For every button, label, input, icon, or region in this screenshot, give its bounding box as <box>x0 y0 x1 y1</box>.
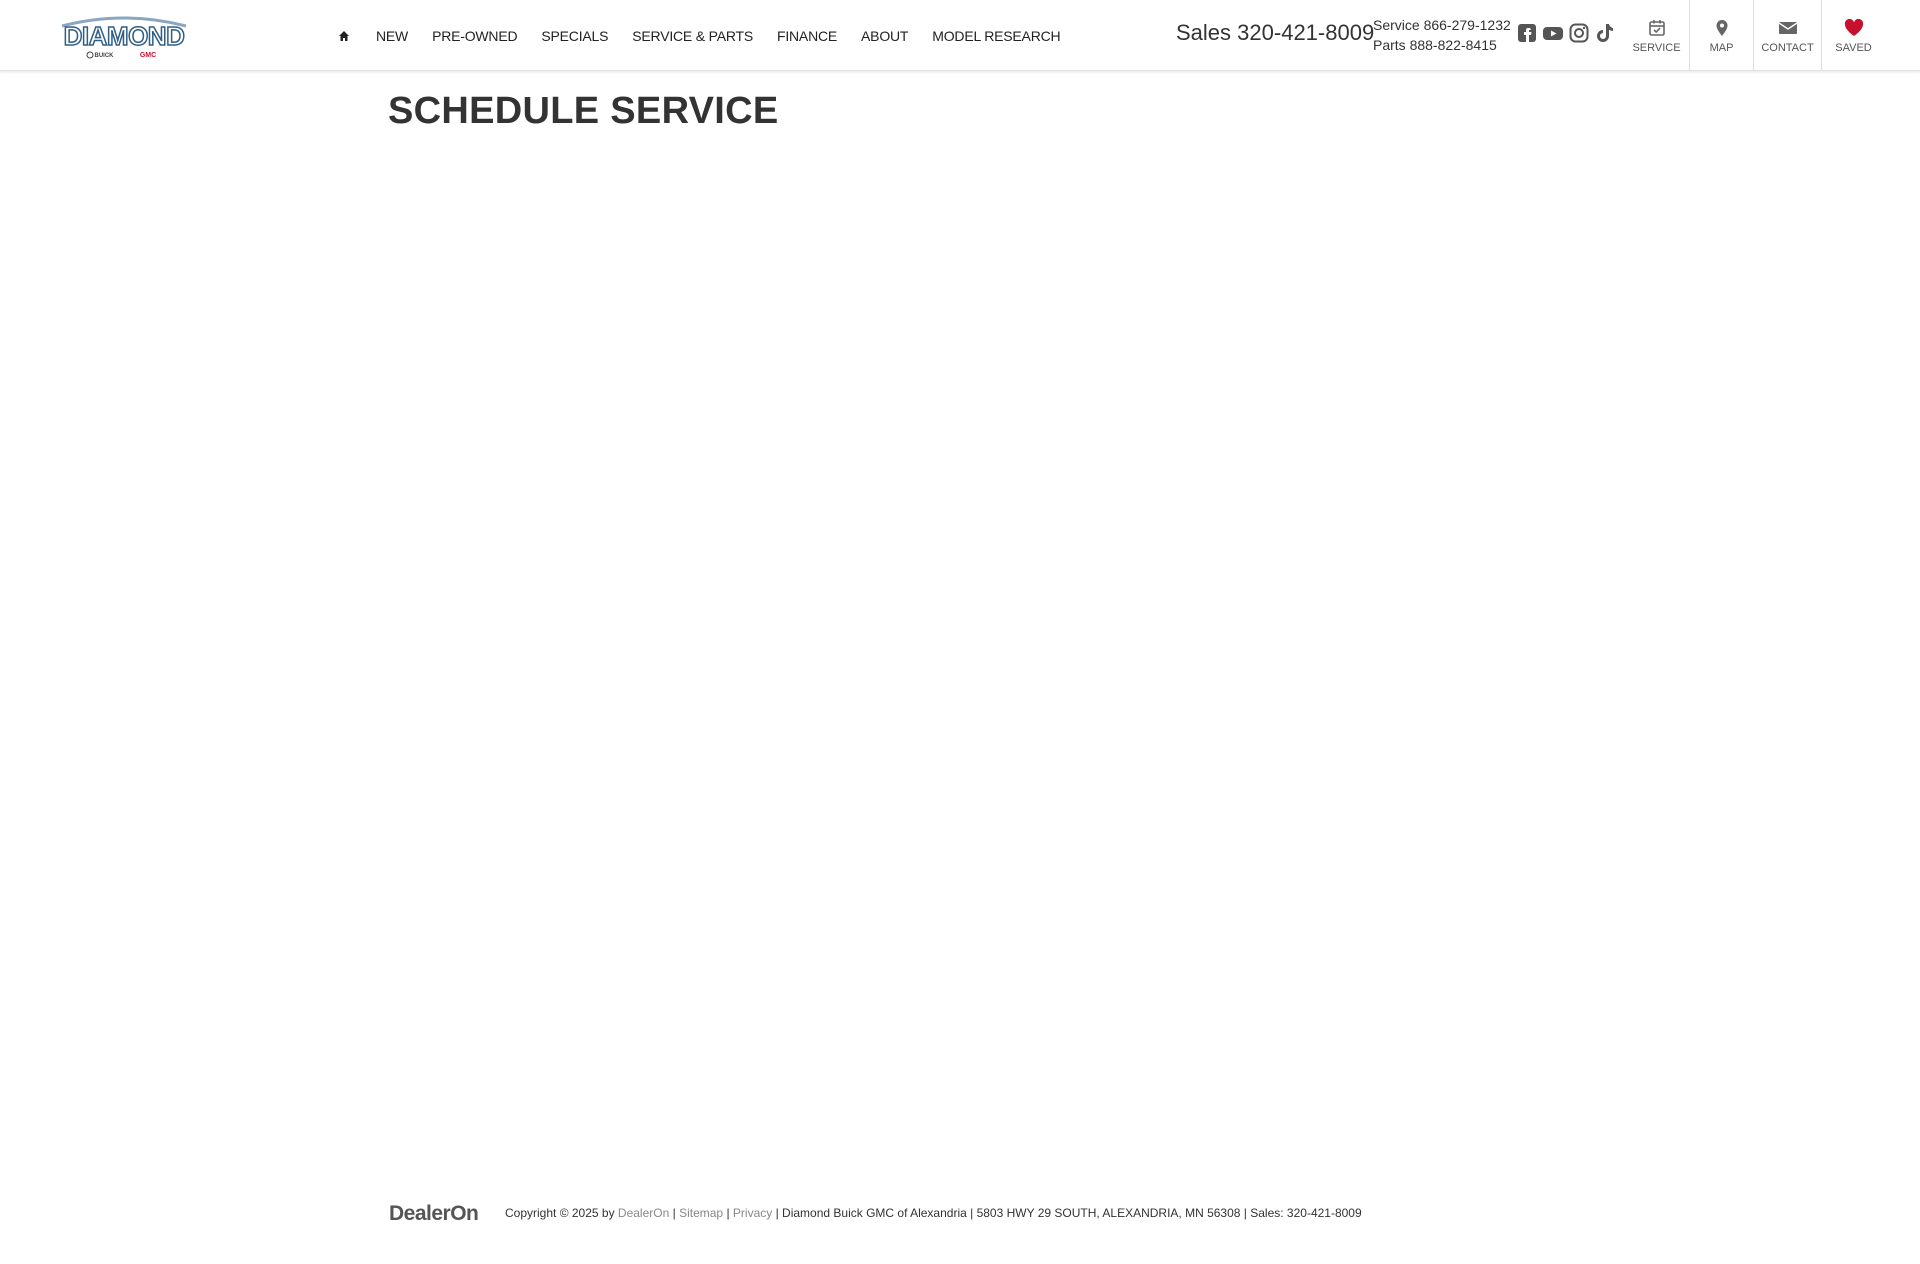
nav-about[interactable]: ABOUT <box>861 27 909 44</box>
utility-nav <box>1624 0 1885 71</box>
dealer-logo[interactable] <box>58 12 190 60</box>
map-utility-label: MAP <box>1709 41 1734 54</box>
nav-service-parts[interactable]: SERVICE & PARTS <box>632 27 753 44</box>
parts-number[interactable]: 888-822-8415 <box>1409 37 1497 53</box>
contact-utility-button[interactable] <box>1753 0 1821 71</box>
main-nav <box>338 0 1084 71</box>
service-utility-button[interactable] <box>1624 0 1689 71</box>
site-header <box>0 0 1920 71</box>
service-parts-phones <box>1373 15 1511 55</box>
map-pin-icon <box>1712 18 1732 38</box>
nav-finance[interactable]: FINANCE <box>776 27 838 44</box>
calendar-check-icon <box>1647 18 1667 38</box>
svg-text:DealerOn: DealerOn <box>389 1202 479 1225</box>
contact-utility-label: CONTACT <box>1761 41 1814 54</box>
parts-label: Parts <box>1373 37 1406 53</box>
social-links <box>1516 22 1616 44</box>
saved-utility-label: SAVED <box>1835 41 1872 54</box>
service-utility-label: SERVICE <box>1632 41 1681 54</box>
map-utility-button[interactable] <box>1689 0 1753 71</box>
envelope-icon <box>1778 18 1798 38</box>
service-number[interactable]: 866-279-1232 <box>1423 17 1511 33</box>
saved-utility-button[interactable] <box>1821 0 1885 71</box>
instagram-icon[interactable] <box>1568 22 1590 44</box>
dealeron-link[interactable]: DealerOn <box>617 1206 670 1220</box>
sales-phone[interactable] <box>1176 20 1374 46</box>
youtube-icon[interactable] <box>1542 22 1564 44</box>
parts-phone[interactable] <box>1373 35 1511 55</box>
sales-label: Sales <box>1176 20 1232 45</box>
footer-text <box>505 1206 1362 1220</box>
nav-specials[interactable]: SPECIALS <box>541 27 609 44</box>
site-footer <box>389 1200 1362 1226</box>
heart-icon <box>1844 18 1864 38</box>
svg-text:DIAMOND: DIAMOND <box>63 21 185 51</box>
nav-new[interactable]: NEW <box>376 27 409 44</box>
sales-number[interactable]: 320-421-8009 <box>1237 20 1375 45</box>
home-icon[interactable] <box>338 29 352 43</box>
svg-text:GMC: GMC <box>139 52 157 59</box>
footer-separator: | <box>723 1206 733 1220</box>
footer-separator: | <box>669 1206 680 1220</box>
nav-pre-owned[interactable]: PRE-OWNED <box>432 27 518 44</box>
dealeron-logo[interactable] <box>389 1201 491 1225</box>
privacy-link[interactable]: Privacy <box>732 1206 773 1220</box>
tiktok-icon[interactable] <box>1594 22 1616 44</box>
svg-text:BUICK: BUICK <box>94 53 114 59</box>
sitemap-link[interactable]: Sitemap <box>679 1206 724 1220</box>
page-title: SCHEDULE SERVICE <box>388 90 779 132</box>
copyright-text: Copyright © 2025 by <box>505 1206 615 1220</box>
facebook-icon[interactable] <box>1516 22 1538 44</box>
service-phone[interactable] <box>1373 15 1511 35</box>
service-label: Service <box>1373 17 1420 33</box>
nav-model-research[interactable]: MODEL RESEARCH <box>932 27 1061 44</box>
dealer-info-text: | Diamond Buick GMC of Alexandria | 5803 HWY 29 SOUTH, ALEXANDRIA, MN 56308 | Sales: 320-421-8009 <box>772 1206 1362 1220</box>
